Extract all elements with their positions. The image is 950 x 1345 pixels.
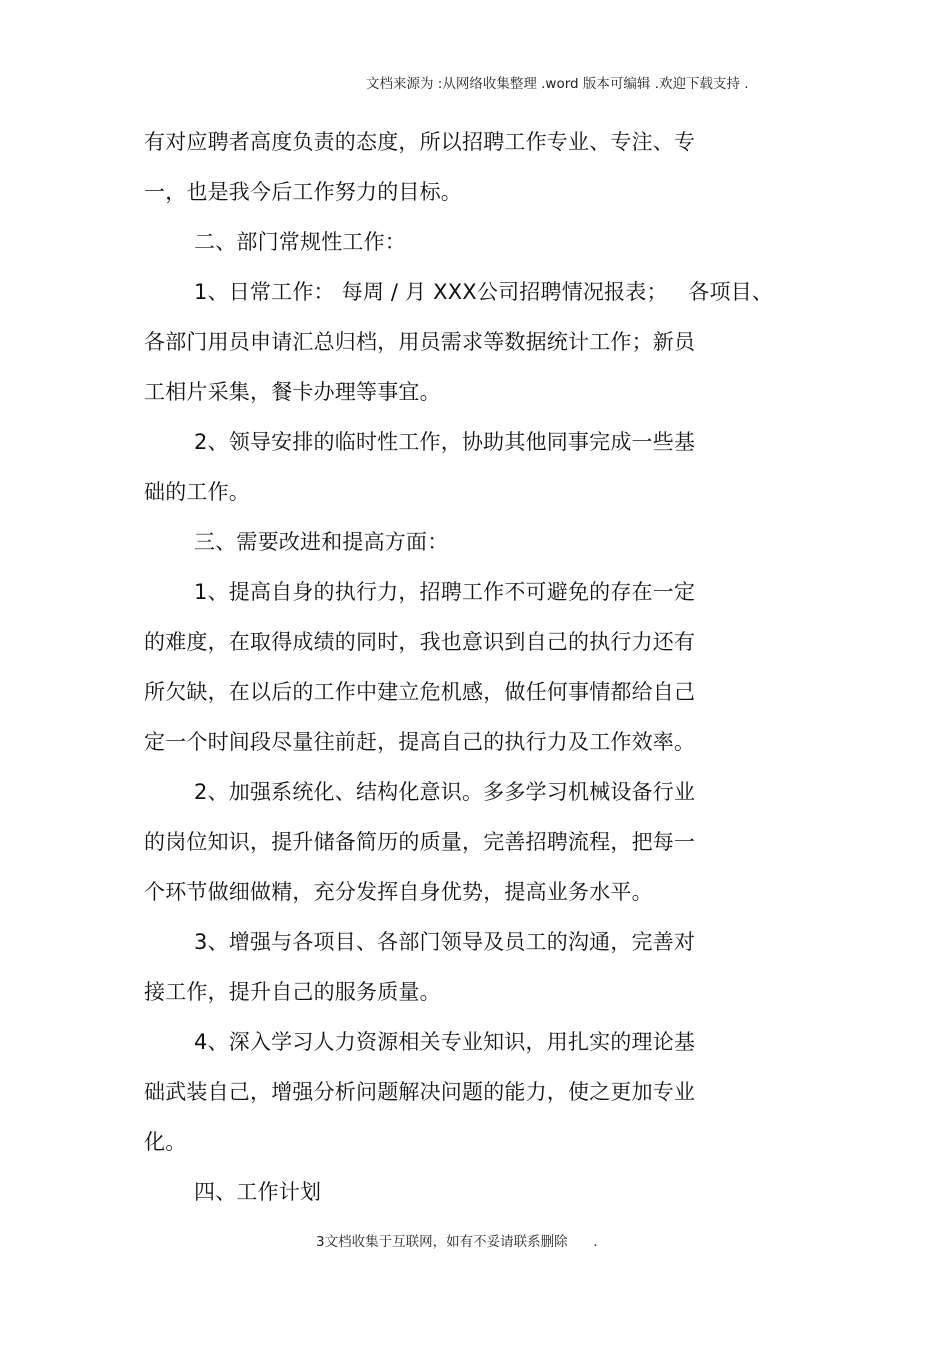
body-line: 化。 bbox=[144, 1130, 187, 1154]
body-line: 各部门用员申请汇总归档，用员需求等数据统计工作；新员 bbox=[144, 330, 696, 354]
body-line: 础武装自己，增强分析问题解决问题的能力，使之更加专业 bbox=[144, 1080, 696, 1104]
body-line: 1、日常工作： 每周 / 月 XXX公司招聘情况报表； 各项目、 bbox=[194, 280, 774, 304]
page-header: 文档来源为 :从网络收集整理 .word 版本可编辑 .欢迎下载支持 . bbox=[366, 76, 749, 92]
page-footer: 3文档收集于互联网，如有不妥请联系删除 . bbox=[316, 1234, 598, 1250]
body-line: 有对应聘者高度负责的态度，所以招聘工作专业、专注、专 bbox=[144, 130, 696, 154]
body-line: 3、增强与各项目、各部门领导及员工的沟通，完善对 bbox=[194, 930, 696, 954]
section-heading: 三、需要改进和提高方面： bbox=[194, 530, 449, 554]
body-line: 接工作，提升自己的服务质量。 bbox=[144, 980, 441, 1004]
body-line: 的难度，在取得成绩的同时，我也意识到自己的执行力还有 bbox=[144, 630, 696, 654]
section-heading: 二、部门常规性工作： bbox=[194, 230, 406, 254]
body-line: 1、提高自身的执行力，招聘工作不可避免的存在一定 bbox=[194, 580, 696, 604]
body-line: 定一个时间段尽量往前赶，提高自己的执行力及工作效率。 bbox=[144, 730, 696, 754]
body-line: 2、加强系统化、结构化意识。多多学习机械设备行业 bbox=[194, 780, 696, 804]
body-line: 个环节做细做精，充分发挥自身优势，提高业务水平。 bbox=[144, 880, 653, 904]
body-line: 4、深入学习人力资源相关专业知识，用扎实的理论基 bbox=[194, 1030, 696, 1054]
body-line: 所欠缺，在以后的工作中建立危机感，做任何事情都给自己 bbox=[144, 680, 696, 704]
body-line: 2、领导安排的临时性工作，协助其他同事完成一些基 bbox=[194, 430, 696, 454]
body-line: 础的工作。 bbox=[144, 480, 250, 504]
section-heading: 四、工作计划 bbox=[194, 1180, 322, 1204]
body-line: 一，也是我今后工作努力的目标。 bbox=[144, 180, 462, 204]
body-line: 的岗位知识，提升储备简历的质量，完善招聘流程，把每一 bbox=[144, 830, 696, 854]
body-line: 工相片采集，餐卡办理等事宜。 bbox=[144, 380, 441, 404]
